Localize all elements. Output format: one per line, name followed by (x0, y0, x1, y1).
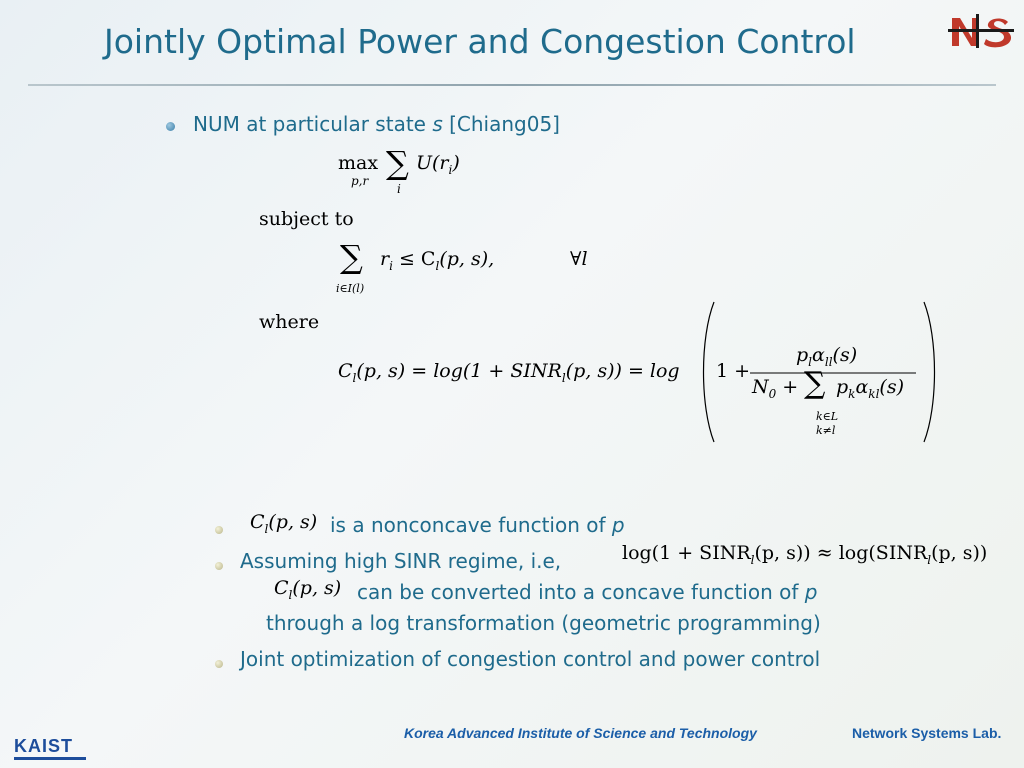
math-max: max (338, 152, 379, 174)
sub-bullet-2-text: Assuming high SINR regime, i.e, (240, 549, 562, 573)
bullet-num-ref: [Chiang05] (442, 112, 560, 136)
math-sum-index: i (397, 182, 401, 196)
title-divider (28, 84, 996, 86)
math-capacity-definition (338, 298, 938, 446)
sub-bullet-2-line3-text: through a log transformation (geometric programming) (266, 611, 821, 635)
math-numerator: $p_l\alpha_{ll}(s)$ (796, 344, 858, 369)
math-den-index-2: k≠l (816, 424, 836, 437)
math-den-index-1: k∈L (816, 410, 839, 423)
kaist-logo: KAIST (14, 736, 73, 756)
bullet-num-italic: s (432, 112, 443, 136)
ns-logo-icon (946, 10, 1016, 52)
slide-title: Jointly Optimal Power and Congestion Control (104, 22, 856, 61)
bullet-num-state (193, 112, 560, 136)
math-constraint (336, 240, 616, 300)
sub-bullet-2-line2-text: can be converted into a concave function of p (357, 580, 818, 604)
bullet-num-text: NUM at particular state (193, 112, 433, 136)
math-denominator-sigma: ∑ (804, 366, 826, 401)
math-sigma: ∑ (386, 144, 409, 182)
sub-bullet-2-approx: $\log(1 + SINR_l(p$, $s)) \approx \log(SINR_l(p$, s)) (622, 542, 988, 567)
math-denominator-n0: $N_0$ + (752, 376, 799, 401)
math-constraint-index: i∈I(l) (336, 282, 365, 295)
sub-bullet-1-math: $C_l(p$, s) (250, 511, 318, 536)
sub-bullet-2-line2-math: $C_l(p$, s) (274, 577, 342, 602)
sub-bullet-1-text: is a nonconcave function of p (330, 513, 625, 537)
sub-bullet-3-text: Joint optimization of congestion control and power control (240, 647, 821, 671)
sub-bullet-icon (215, 660, 223, 668)
math-objective-fn: $U(r_i)$ (416, 152, 460, 177)
math-objective (338, 146, 488, 196)
math-constraint-body: $r_i \le C_l(p$, s), (380, 248, 495, 273)
math-one-plus: 1 + (716, 360, 751, 382)
sub-bullet-icon (215, 562, 223, 570)
math-forall: ∀l (570, 248, 588, 270)
kaist-logo-bar (14, 757, 86, 760)
footer-lab: Network Systems Lab. (852, 725, 1002, 741)
footer-institute: Korea Advanced Institute of Science and Technology (404, 725, 757, 741)
math-subject-to: subject to (259, 208, 354, 230)
math-where: where (259, 311, 320, 333)
math-cl-lhs: $C_l(p$, $s) = \log(1 + SINR_l(p$, s)) = log (338, 360, 680, 385)
sub-bullet-icon (215, 526, 223, 534)
math-denominator-term: $p_k\alpha_{kl}(s)$ (836, 376, 904, 401)
math-max-sub: p,r (351, 174, 369, 188)
math-constraint-sigma: ∑ (340, 238, 363, 276)
bullet-icon (166, 122, 175, 131)
